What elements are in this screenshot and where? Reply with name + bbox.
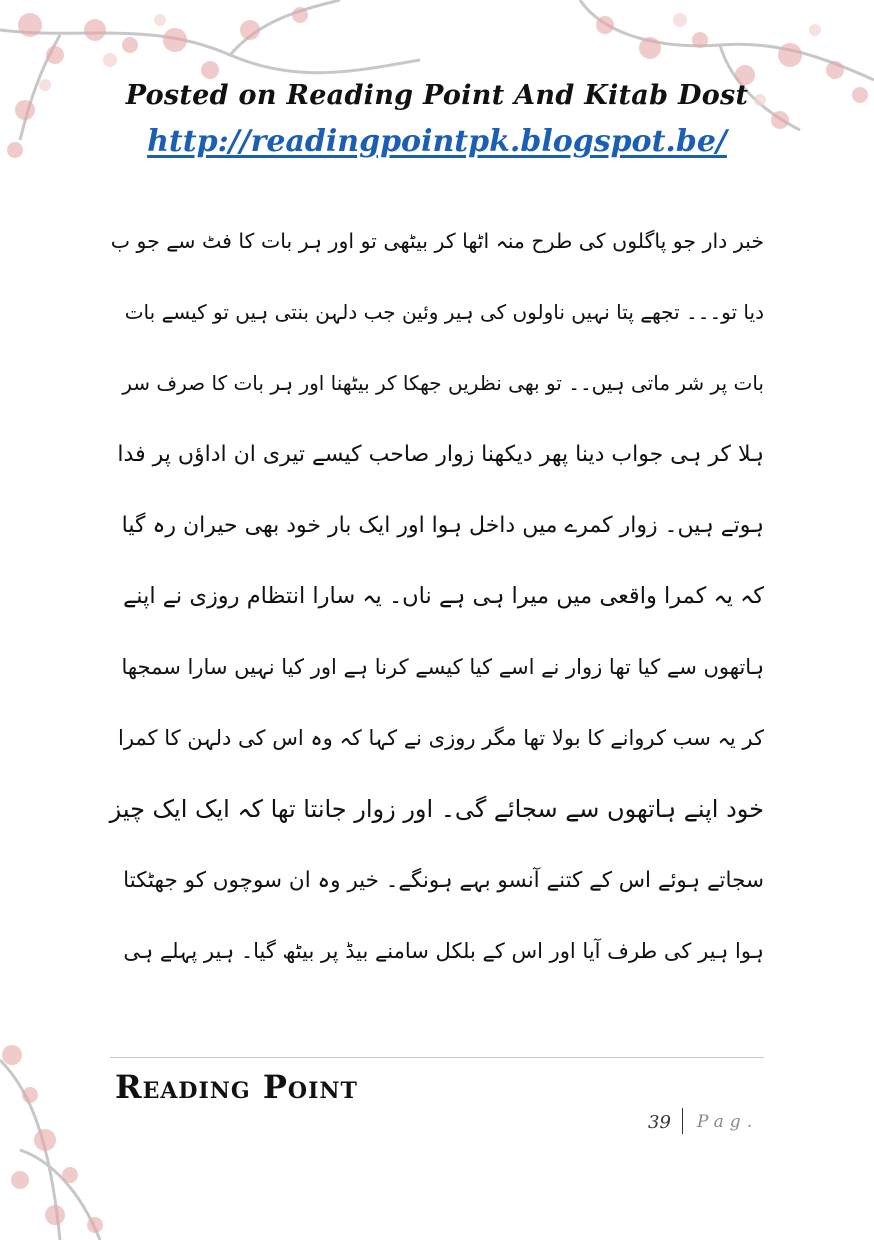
page-number: 39 bbox=[648, 1112, 671, 1133]
text-line: بات پر شر ماتی ہیں۔۔ تو بھی نظریں جھکا کر بیٹھنا اور ہر بات کا صرف سر bbox=[122, 371, 764, 395]
cherry-blossom-branch-top bbox=[0, 0, 874, 230]
text-line: خبر دار جو پاگلوں کی طرح منہ اٹھا کر بیٹھی تو اور ہر بات کا فٹ سے جو ب bbox=[110, 229, 764, 253]
blog-url-link[interactable]: http://readingpointpk.blogspot.be/ bbox=[147, 124, 727, 159]
text-line: کر یہ سب کروانے کا بولا تھا مگر روزی نے کہا کہ وہ اس کی دلہن کا کمرا bbox=[118, 726, 764, 750]
text-line: دیا تو۔۔۔ تجھے پتا نہیں ناولوں کی ہیر وئین جب دلہن بنتی ہیں تو کیسے بات bbox=[124, 300, 764, 324]
text-line: ہوا ہیر کی طرف آیا اور اس کے بلکل سامنے بیڈ پر بیٹھ گیا۔ ہیر پہلے ہی bbox=[123, 939, 764, 963]
text-line: سجاتے ہوئے اس کے کتنے آنسو بہے ہونگے۔ خیر وہ ان سوچوں کو جھٹکتا bbox=[123, 868, 764, 893]
page-separator bbox=[682, 1108, 683, 1134]
text-line: خود اپنے ہاتھوں سے سجائے گی۔ اور زوار جانتا تھا کہ ایک ایک چیز bbox=[109, 795, 764, 823]
footer-divider bbox=[110, 1057, 764, 1058]
urdu-body-text bbox=[110, 206, 764, 987]
text-line: ہوتے ہیں۔ زوار کمرے میں داخل ہوا اور ایک بار خود بھی حیران رہ گیا bbox=[121, 513, 764, 538]
text-line: کہ یہ کمرا واقعی میں میرا ہی ہے ناں۔ یہ سارا انتظام روزی نے اپنے bbox=[123, 583, 764, 609]
text-line: ہلا کر ہی جواب دینا پھر دیکھنا زوار صاحب کیسے تیری ان اداؤں پر فدا bbox=[117, 442, 764, 467]
cherry-blossom-branch-bottom bbox=[0, 1000, 140, 1240]
text-line: ہاتھوں سے کیا تھا زوار نے اسے کیا کیسے کرنا ہے اور کیا نہیں سارا سمجھا bbox=[121, 655, 764, 679]
page-label: Pag. bbox=[697, 1112, 759, 1132]
footer-title: Reading Point bbox=[115, 1068, 358, 1106]
posted-on-line: Posted on Reading Point And Kitab Dost bbox=[125, 80, 749, 111]
